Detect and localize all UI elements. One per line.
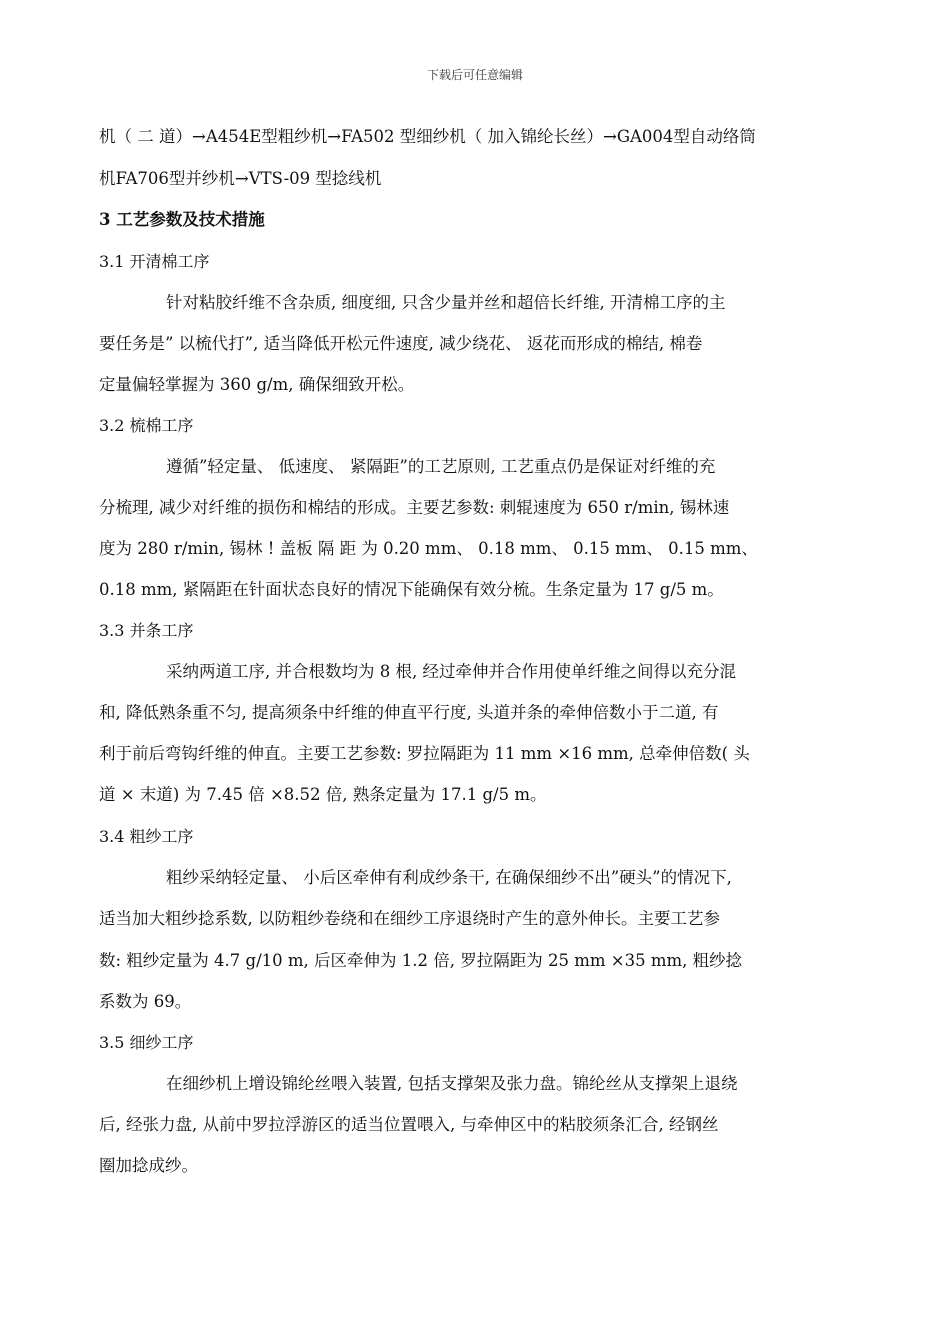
section-3-1-title: 3.1 开清棉工序 <box>99 252 210 271</box>
paragraph-line: 分梳理, 减少对纤维的损伤和棉结的形成。主要艺参数: 刺辊速度为 650 r/min, 锡林速 <box>99 498 730 517</box>
paragraph-line: 圈加捻成纱。 <box>99 1156 198 1175</box>
paragraph-line: 0.18 mm, 紧隔距在针面状态良好的情况下能确保有效分梳。生条定量为 17 g/5 m。 <box>99 580 724 599</box>
paragraph-line: 适当加大粗纱捻系数, 以防粗纱卷绕和在细纱工序退绕时产生的意外伸长。主要工艺参 <box>99 909 720 928</box>
paragraph-line: 数: 粗纱定量为 4.7 g/10 m, 后区牵伸为 1.2 倍, 罗拉隔距为 25 mm ×35 mm, 粗纱捻 <box>99 951 743 970</box>
paragraph-line: 度为 280 r/min, 锡林 ! 盖板 隔 距 为 0.20 mm、 0.18 mm、 0.15 mm、 0.15 mm、 <box>99 539 758 558</box>
paragraph-line: 系数为 69。 <box>99 992 192 1011</box>
page-header-watermark: 下载后可任意编辑 <box>426 68 523 82</box>
paragraph-line: 遵循”轻定量、 低速度、 紧隔距”的工艺原则, 工艺重点仍是保证对纤维的充 <box>166 457 716 476</box>
paragraph-line: 采纳两道工序, 并合根数均为 8 根, 经过牵伸并合作用使单纤维之间得以充分混 <box>166 662 736 681</box>
section-3-title: 3 工艺参数及技术措施 <box>99 210 265 229</box>
paragraph-line: 利于前后弯钩纤维的伸直。主要工艺参数: 罗拉隔距为 11 mm ×16 mm, 总牵伸倍数( 头 <box>99 744 750 763</box>
body-line: 机（ 二 道）→A454E型粗纱机→FA502 型细纱机（ 加入锦纶长丝）→GA004型自动络筒 <box>99 127 756 146</box>
paragraph-line: 粗纱采纳轻定量、 小后区牵伸有利成纱条干, 在确保细纱不出”硬头”的情况下, <box>166 868 732 887</box>
paragraph-line: 在细纱机上增设锦纶丝喂入装置, 包括支撑架及张力盘。锦纶丝从支撑架上退绕 <box>166 1074 738 1093</box>
section-3-2-title: 3.2 梳棉工序 <box>99 416 194 435</box>
section-3-3-title: 3.3 并条工序 <box>99 621 194 640</box>
body-line: 机FA706型并纱机→VTS-09 型捻线机 <box>99 169 382 188</box>
section-3-4-title: 3.4 粗纱工序 <box>99 827 194 846</box>
paragraph-line: 和, 降低熟条重不匀, 提高须条中纤维的伸直平行度, 头道并条的牵伸倍数小于二道, 有 <box>99 703 719 722</box>
paragraph-line: 针对粘胶纤维不含杂质, 细度细, 只含少量并丝和超倍长纤维, 开清棉工序的主 <box>166 293 726 312</box>
section-3-5-title: 3.5 细纱工序 <box>99 1033 194 1052</box>
paragraph-line: 定量偏轻掌握为 360 g/m, 确保细致开松。 <box>99 375 415 394</box>
paragraph-line: 后, 经张力盘, 从前中罗拉浮游区的适当位置喂入, 与牵伸区中的粘胶须条汇合, 经钢丝 <box>99 1115 719 1134</box>
paragraph-line: 要任务是” 以梳代打”, 适当降低开松元件速度, 减少绕花、 返花而形成的棉结, 棉卷 <box>99 334 703 353</box>
paragraph-line: 道 × 末道) 为 7.45 倍 ×8.52 倍, 熟条定量为 17.1 g/5 m。 <box>99 785 547 804</box>
